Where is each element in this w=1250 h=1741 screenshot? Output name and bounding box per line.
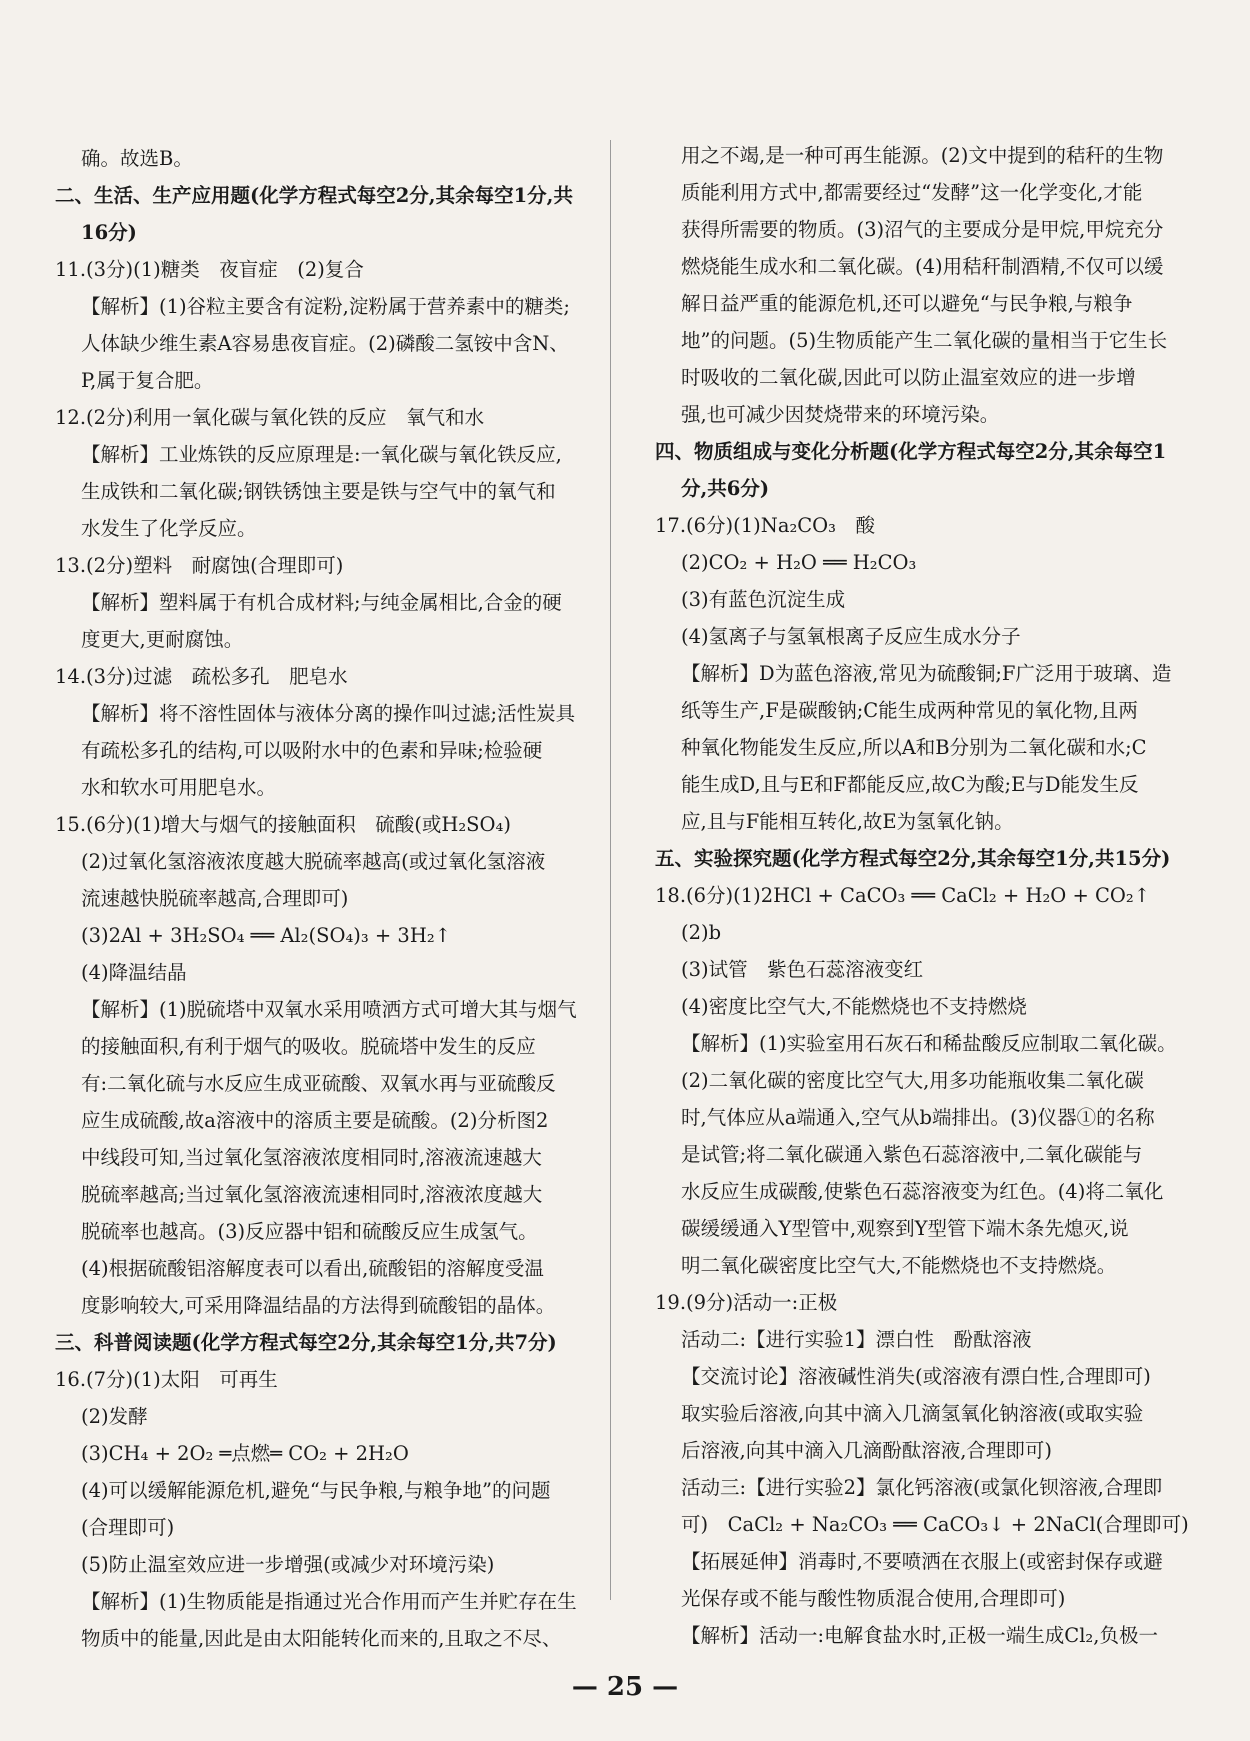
text-line: 生成铁和二氧化碳;钢铁锈蚀主要是铁与空气中的氧气和 (81, 480, 556, 503)
column-divider (610, 140, 611, 1600)
text-line: (4)氢离子与氢氧根离子反应生成水分子 (681, 625, 1021, 648)
text-line: 【解析】(1)谷粒主要含有淀粉,淀粉属于营养素中的糖类; (81, 295, 570, 318)
text-line: 【解析】活动一:电解食盐水时,正极一端生成Cl₂,负极一 (681, 1624, 1158, 1647)
text-line: 取实验后溶液,向其中滴入几滴氢氧化钠溶液(或取实验 (681, 1402, 1144, 1425)
text-line: 【解析】(1)脱硫塔中双氧水采用喷洒方式可增大其与烟气 (81, 998, 577, 1021)
text-line: P,属于复合肥。 (81, 369, 214, 392)
text-line: 光保存或不能与酸性物质混合使用,合理即可) (681, 1587, 1066, 1610)
text-line: 应,且与F能相互转化,故E为氢氧化钠。 (681, 810, 1014, 833)
text-line: 人体缺少维生素A容易患夜盲症。(2)磷酸二氢铵中含N、 (81, 332, 569, 355)
text-line: 有疏松多孔的结构,可以吸附水中的色素和异味;检验硬 (81, 739, 543, 762)
text-line: 活动二:【进行实验1】漂白性 酚酞溶液 (681, 1328, 1032, 1351)
text-line: (3)2Al + 3H₂SO₄ ══ Al₂(SO₄)₃ + 3H₂↑ (81, 924, 451, 947)
text-line: (4)可以缓解能源危机,避免“与民争粮,与粮争地”的问题 (81, 1479, 551, 1502)
text-line: 时,气体应从a端通入,空气从b端排出。(3)仪器①的名称 (681, 1106, 1155, 1129)
text-line: 能生成D,且与E和F都能反应,故C为酸;E与D能发生反 (681, 773, 1139, 796)
text-line: 燃烧能生成水和二氧化碳。(4)用秸秆制酒精,不仅可以缓 (681, 255, 1164, 278)
text-line: 后溶液,向其中滴入几滴酚酞溶液,合理即可) (681, 1439, 1053, 1462)
text-line: 有:二氧化硫与水反应生成亚硫酸、双氧水再与亚硫酸反 (81, 1072, 556, 1095)
text-line: 度影响较大,可采用降温结晶的方法得到硫酸铝的晶体。 (81, 1294, 556, 1317)
text-line: 【解析】塑料属于有机合成材料;与纯金属相比,合金的硬 (81, 591, 562, 614)
text-line: (2)CO₂ + H₂O ══ H₂CO₃ (681, 551, 917, 574)
text-line: 14.(3分)过滤 疏松多孔 肥皂水 (55, 665, 348, 688)
text-line: 用之不竭,是一种可再生能源。(2)文中提到的秸秆的生物 (681, 144, 1164, 167)
text-line: 【解析】D为蓝色溶液,常见为硫酸铜;F广泛用于玻璃、造 (681, 662, 1172, 685)
text-line: 明二氧化碳密度比空气大,不能燃烧也不支持燃烧。 (681, 1254, 1117, 1277)
text-line: 【交流讨论】溶液碱性消失(或溶液有漂白性,合理即可) (681, 1365, 1151, 1388)
text-line: (4)密度比空气大,不能燃烧也不支持燃烧 (681, 995, 1027, 1018)
text-line: 强,也可减少因焚烧带来的环境污染。 (681, 403, 1000, 426)
text-line: 水反应生成碳酸,使紫色石蕊溶液变为红色。(4)将二氧化 (681, 1180, 1164, 1203)
text-line: 物质中的能量,因此是由太阳能转化而来的,且取之不尽、 (81, 1627, 562, 1650)
text-line: 质能利用方式中,都需要经过“发酵”这一化学变化,才能 (681, 181, 1143, 204)
text-line: 15.(6分)(1)增大与烟气的接触面积 硫酸(或H₂SO₄) (55, 813, 511, 836)
section-heading: 16分) (81, 221, 137, 244)
text-line: (合理即可) (81, 1516, 175, 1539)
left-column (55, 140, 590, 1657)
text-line: 中线段可知,当过氧化氢溶液浓度相同时,溶液流速越大 (81, 1146, 542, 1169)
text-line: (2)二氧化碳的密度比空气大,用多功能瓶收集二氧化碳 (681, 1069, 1144, 1092)
text-line: 18.(6分)(1)2HCl + CaCO₃ ══ CaCl₂ + H₂O + CO₂↑ (655, 884, 1151, 907)
right-column (655, 137, 1190, 1654)
text-line: 时吸收的二氧化碳,因此可以防止温室效应的进一步增 (681, 366, 1136, 389)
section-heading: 分,共6分) (681, 477, 770, 500)
section-heading: 三、科普阅读题(化学方程式每空2分,其余每空1分,共7分) (55, 1331, 557, 1354)
text-line: 11.(3分)(1)糖类 夜盲症 (2)复合 (55, 258, 364, 281)
text-line: 16.(7分)(1)太阳 可再生 (55, 1368, 278, 1391)
text-line: (4)降温结晶 (81, 961, 187, 984)
text-line: 碳缓缓通入Y型管中,观察到Y型管下端木条先熄灭,说 (681, 1217, 1129, 1240)
text-line: 水和软水可用肥皂水。 (81, 776, 277, 799)
text-line: 13.(2分)塑料 耐腐蚀(合理即可) (55, 554, 344, 577)
text-line: 【解析】将不溶性固体与液体分离的操作叫过滤;活性炭具 (81, 702, 576, 725)
text-line: 【解析】(1)生物质能是指通过光合作用而产生并贮存在生 (81, 1590, 577, 1613)
text-line: 确。故选B。 (81, 147, 193, 170)
text-line: 【拓展延伸】消毒时,不要喷洒在衣服上(或密封保存或避 (681, 1550, 1163, 1573)
text-line: 纸等生产,F是碳酸钠;C能生成两种常见的氧化物,且两 (681, 699, 1138, 722)
text-line: (3)试管 紫色石蕊溶液变红 (681, 958, 924, 981)
text-line: 种氧化物能发生反应,所以A和B分别为二氧化碳和水;C (681, 736, 1147, 759)
section-heading: 四、物质组成与变化分析题(化学方程式每空2分,其余每空1 (655, 440, 1167, 463)
text-line: 17.(6分)(1)Na₂CO₃ 酸 (655, 514, 875, 537)
text-line: 12.(2分)利用一氧化碳与氧化铁的反应 氧气和水 (55, 406, 485, 429)
text-line: 19.(9分)活动一:正极 (655, 1291, 838, 1314)
text-line: 【解析】工业炼铁的反应原理是:一氧化碳与氧化铁反应, (81, 443, 562, 466)
text-line: (2)b (681, 921, 722, 944)
text-line: 脱硫率越高;当过氧化氢溶液流速相同时,溶液浓度越大 (81, 1183, 543, 1206)
text-line: 可) CaCl₂ + Na₂CO₃ ══ CaCO₃↓ + 2NaCl(合理即可) (681, 1513, 1189, 1536)
text-line: (2)发酵 (81, 1405, 148, 1428)
text-line: 应生成硫酸,故a溶液中的溶质主要是硫酸。(2)分析图2 (81, 1109, 549, 1132)
text-line: (4)根据硫酸铝溶解度表可以看出,硫酸铝的溶解度受温 (81, 1257, 544, 1280)
section-heading: 五、实验探究题(化学方程式每空2分,其余每空1分,共15分) (655, 847, 1171, 870)
text-line: 【解析】(1)实验室用石灰石和稀盐酸反应制取二氧化碳。 (681, 1032, 1177, 1055)
page-number: — 25 — (571, 1672, 679, 1702)
text-line: 水发生了化学反应。 (81, 517, 257, 540)
text-line: (5)防止温室效应进一步增强(或减少对环境污染) (81, 1553, 495, 1576)
text-line: 解日益严重的能源危机,还可以避免“与民争粮,与粮争 (681, 292, 1133, 315)
text-line: 度更大,更耐腐蚀。 (81, 628, 244, 651)
text-line: 活动三:【进行实验2】氯化钙溶液(或氯化钡溶液,合理即 (681, 1476, 1163, 1499)
text-line: 获得所需要的物质。(3)沼气的主要成分是甲烷,甲烷充分 (681, 218, 1164, 241)
text-line: 地”的问题。(5)生物质能产生二氧化碳的量相当于它生长 (681, 329, 1168, 352)
section-heading: 二、生活、生产应用题(化学方程式每空2分,其余每空1分,共 (55, 184, 573, 207)
text-line: 流速越快脱硫率越高,合理即可) (81, 887, 349, 910)
text-line: (3)CH₄ + 2O₂ ═点燃═ CO₂ + 2H₂O (81, 1442, 409, 1465)
text-line: 是试管;将二氧化碳通入紫色石蕊溶液中,二氧化碳能与 (681, 1143, 1143, 1166)
text-line: 的接触面积,有利于烟气的吸收。脱硫塔中发生的反应 (81, 1035, 536, 1058)
text-line: (2)过氧化氢溶液浓度越大脱硫率越高(或过氧化氢溶液 (81, 850, 546, 873)
text-line: (3)有蓝色沉淀生成 (681, 588, 846, 611)
text-line: 脱硫率也越高。(3)反应器中铝和硫酸反应生成氢气。 (81, 1220, 538, 1243)
